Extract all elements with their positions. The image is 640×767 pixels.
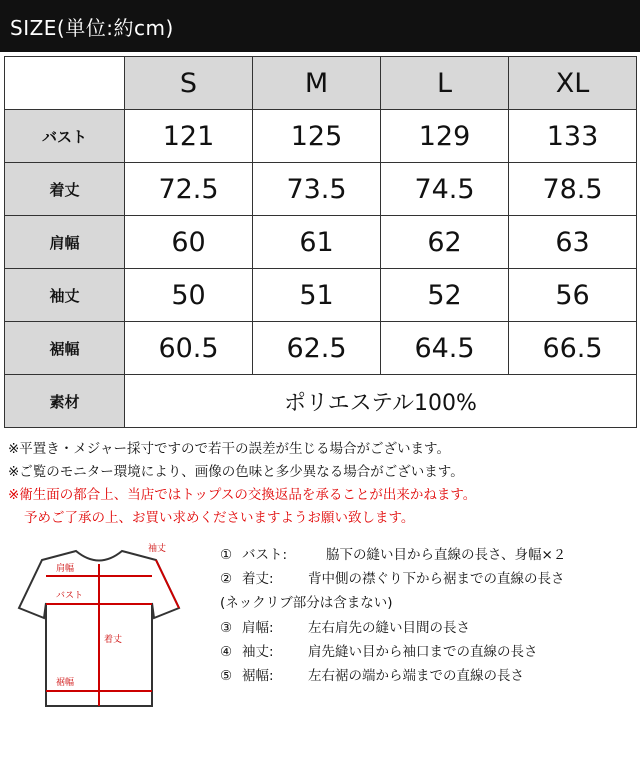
number-marker: ⑤ bbox=[220, 668, 233, 685]
value-cell: 51 bbox=[253, 269, 381, 322]
table-row-bust bbox=[5, 110, 637, 163]
value-cell: 66.5 bbox=[509, 322, 637, 375]
measurement-length bbox=[220, 567, 566, 591]
value-cell: 50 bbox=[125, 269, 253, 322]
measurement-desc: 肩先縫い目から袖口までの直線の長さ bbox=[308, 643, 538, 660]
size-header-s: S bbox=[125, 57, 253, 110]
measurement-bust bbox=[220, 543, 566, 567]
measurement-guide bbox=[220, 543, 566, 688]
corner-cell bbox=[5, 57, 125, 110]
measurement-desc: 左右肩先の縫い目間の長さ bbox=[308, 619, 470, 636]
value-cell: 121 bbox=[125, 110, 253, 163]
value-cell: 63 bbox=[509, 216, 637, 269]
size-header-m: M bbox=[253, 57, 381, 110]
measurement-name: バスト: bbox=[242, 547, 288, 563]
measurement-name: 裾幅: bbox=[242, 668, 274, 685]
page-title: SIZE(単位:約cm) bbox=[10, 16, 174, 40]
value-cell: 133 bbox=[509, 110, 637, 163]
bust-label: バスト bbox=[56, 591, 84, 601]
hem-label: 裾幅 bbox=[56, 678, 75, 688]
row-label-sleeve: 袖丈 bbox=[5, 269, 125, 322]
measurement-desc: 左右裾の端から端までの直線の長さ bbox=[308, 668, 524, 685]
table-row-hem bbox=[5, 322, 637, 375]
row-label-length: 着丈 bbox=[5, 163, 125, 216]
size-header-row bbox=[5, 57, 637, 110]
value-cell: 72.5 bbox=[125, 163, 253, 216]
row-label-material: 素材 bbox=[5, 375, 125, 428]
measurement-sleeve bbox=[220, 640, 566, 664]
row-label-bust: バスト bbox=[5, 110, 125, 163]
value-cell: 60.5 bbox=[125, 322, 253, 375]
value-cell: 52 bbox=[381, 269, 509, 322]
size-header-l: L bbox=[381, 57, 509, 110]
note-measurement-error: ※平置き・メジャー採寸ですので若干の誤差が生じる場合がございます。 bbox=[8, 441, 450, 457]
material-value: ポリエステル100% bbox=[125, 375, 637, 428]
note-acknowledge: 予めご了承の上、お買い求めくださいますようお願い致します。 bbox=[24, 510, 415, 526]
table-row-material bbox=[5, 375, 637, 428]
value-cell: 125 bbox=[253, 110, 381, 163]
number-marker: ② bbox=[220, 571, 233, 588]
size-header-xl: XL bbox=[509, 57, 637, 110]
row-label-shoulder: 肩幅 bbox=[5, 216, 125, 269]
value-cell: 73.5 bbox=[253, 163, 381, 216]
row-label-hem: 裾幅 bbox=[5, 322, 125, 375]
number-marker: ① bbox=[220, 547, 233, 563]
notes bbox=[8, 438, 634, 530]
measurement-desc: 脇下の縫い目から直線の長さ、身幅×２ bbox=[326, 547, 567, 563]
tshirt-diagram bbox=[14, 538, 184, 738]
measurement-name: 肩幅: bbox=[242, 619, 274, 636]
number-marker: ④ bbox=[220, 643, 233, 660]
value-cell: 129 bbox=[381, 110, 509, 163]
note-no-returns: ※衛生面の都合上、当店ではトップスの交換返品を承ることが出来かねます。 bbox=[8, 487, 477, 503]
value-cell: 74.5 bbox=[381, 163, 509, 216]
value-cell: 64.5 bbox=[381, 322, 509, 375]
number-marker: ③ bbox=[220, 619, 233, 636]
value-cell: 62.5 bbox=[253, 322, 381, 375]
shoulder-label: 肩幅 bbox=[56, 564, 75, 574]
table-row-shoulder bbox=[5, 216, 637, 269]
sleeve-label: 袖丈 bbox=[148, 544, 167, 554]
measurement-name: 袖丈: bbox=[242, 643, 274, 660]
value-cell: 61 bbox=[253, 216, 381, 269]
value-cell: 62 bbox=[381, 216, 509, 269]
note-monitor-color: ※ご覧のモニター環境により、画像の色味と多少異なる場合がございます。 bbox=[8, 464, 464, 480]
value-cell: 60 bbox=[125, 216, 253, 269]
measurement-name: 着丈: bbox=[242, 571, 274, 588]
size-table bbox=[4, 56, 637, 428]
measurement-desc: 背中側の襟ぐり下から裾までの直線の長さ bbox=[308, 571, 565, 588]
title-bar bbox=[0, 0, 640, 52]
measurement-hem bbox=[220, 664, 566, 688]
measurement-length-note: (ネックリブ部分は含まない) bbox=[220, 595, 393, 612]
measurement-shoulder bbox=[220, 616, 566, 640]
length-label: 着丈 bbox=[104, 635, 123, 645]
table-row-sleeve bbox=[5, 269, 637, 322]
value-cell: 78.5 bbox=[509, 163, 637, 216]
value-cell: 56 bbox=[509, 269, 637, 322]
table-row-length bbox=[5, 163, 637, 216]
